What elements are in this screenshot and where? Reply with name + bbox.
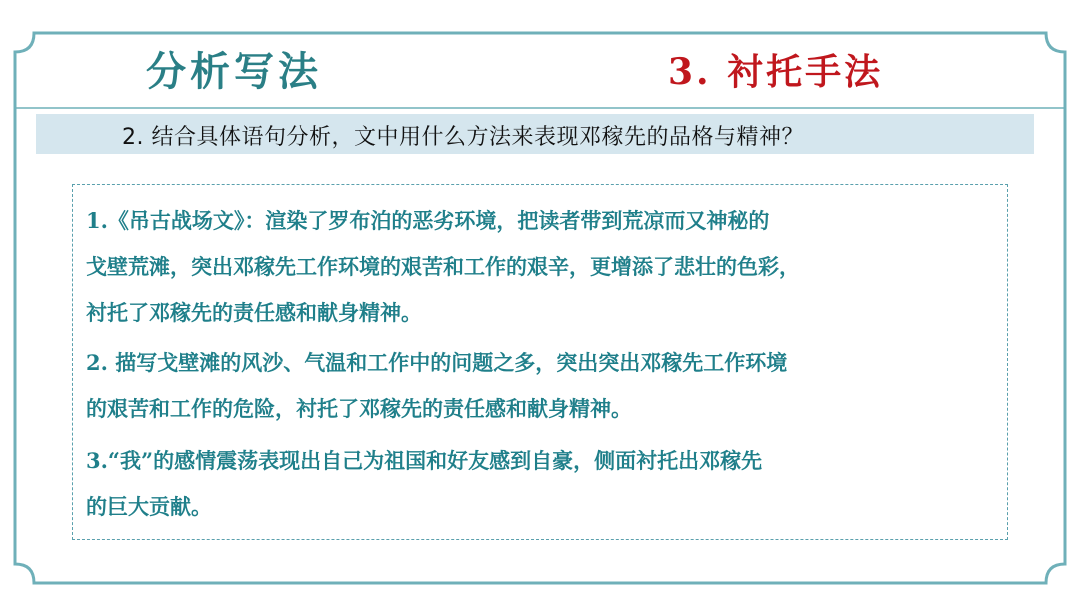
topic-title: 3. 衬托手法 — [668, 51, 884, 93]
answer-line: 衬托了邓稼先的责任感和献身精神。 — [86, 300, 422, 325]
answer-line: 的艰苦和工作的危险，衬托了邓稼先的责任感和献身精神。 — [86, 396, 632, 421]
answer-item-3 — [86, 438, 996, 530]
section-title: 分析写法 — [146, 48, 322, 95]
answer-line: 3.“我”的感情震荡表现出自己为祖国和好友感到自豪，侧面衬托出邓稼先 — [86, 448, 763, 473]
answer-line: 的巨大贡献。 — [86, 494, 212, 519]
answer-line: 戈壁荒滩，突出邓稼先工作环境的艰苦和工作的艰辛，更增添了悲壮的色彩， — [86, 254, 800, 279]
answer-item-1 — [86, 198, 996, 336]
answer-line: 2. 描写戈壁滩的风沙、气温和工作中的问题之多，突出突出邓稼先工作环境 — [86, 350, 788, 375]
answer-item-2 — [86, 340, 996, 432]
question-text: 2. 结合具体语句分析，文中用什么方法来表现邓稼先的品格与精神？ — [122, 125, 804, 150]
answer-line: 1.《吊古战场文》：渲染了罗布泊的恶劣环境，把读者带到荒凉而又神秘的 — [86, 208, 770, 233]
